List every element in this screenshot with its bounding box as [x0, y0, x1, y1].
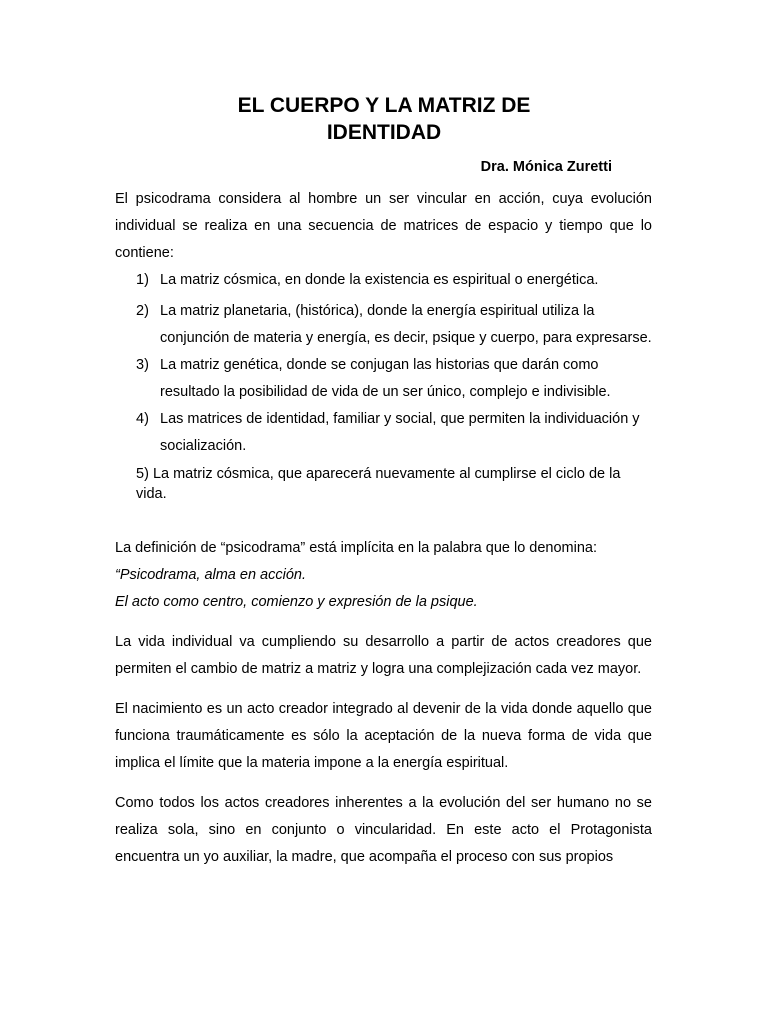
body-paragraph-1: La vida individual va cumpliendo su desarrollo a partir de actos creadores que permiten el cambio de matriz a matriz y logra una complejización cada vez mayor.	[115, 634, 652, 677]
matrices-list	[115, 267, 652, 504]
list-item-number: 1)	[136, 272, 149, 288]
document-title	[0, 92, 768, 146]
document-body	[115, 186, 652, 871]
definition-paragraph: La definición de “psicodrama” está implícita en la palabra que lo denomina:	[115, 540, 598, 556]
list-item	[115, 352, 652, 406]
list-item-text: La matriz cósmica, en donde la existencia es espiritual o energética.	[160, 272, 599, 288]
quote-line-1: “Psicodrama, alma en acción.	[115, 567, 306, 583]
list-item	[115, 464, 652, 504]
list-item-text: La matriz genética, donde se conjugan las historias que darán como resultado la posibilidad de vida de un ser único, complejo e indivisible.	[160, 357, 611, 400]
list-item-number: 4)	[136, 411, 149, 427]
list-item	[115, 406, 652, 460]
body-paragraph-2: El nacimiento es un acto creador integrado al devenir de la vida donde aquello que funciona traumáticamente es sólo la aceptación de la nueva forma de vida que implica el límite que la materia impone a la energía espiritual.	[115, 701, 652, 771]
list-item-number: 5)	[136, 466, 149, 482]
list-item	[115, 298, 652, 352]
title-line-1: EL CUERPO Y LA MATRIZ DE	[237, 94, 531, 117]
list-item-number: 2)	[136, 303, 149, 319]
list-item-number: 3)	[136, 357, 149, 373]
list-item-text: La matriz planetaria, (histórica), donde la energía espiritual utiliza la conjunción de materia y energía, es decir, psique y cuerpo, para expresarse.	[160, 303, 652, 346]
list-item-text: Las matrices de identidad, familiar y social, que permiten la individuación y socialización.	[160, 411, 640, 454]
body-paragraph-3: Como todos los actos creadores inherentes a la evolución del ser humano no se realiza sola, sino en conjunto o vincularidad. En este acto el Protagonista encuentra un yo auxiliar, la madre, que acompaña el proceso con sus propios	[115, 795, 652, 865]
list-item-text: La matriz cósmica, que aparecerá nuevamente al cumplirse el ciclo de la vida.	[136, 466, 621, 502]
author-name: Dra. Mónica Zuretti	[480, 159, 612, 175]
intro-paragraph: El psicodrama considera al hombre un ser vincular en acción, cuya evolución individual se realiza en una secuencia de matrices de espacio y tiempo que lo contiene:	[115, 191, 652, 261]
title-line-2: IDENTIDAD	[326, 121, 442, 144]
list-item	[115, 267, 652, 294]
quote-line-2: El acto como centro, comienzo y expresión de la psique.	[115, 594, 478, 610]
